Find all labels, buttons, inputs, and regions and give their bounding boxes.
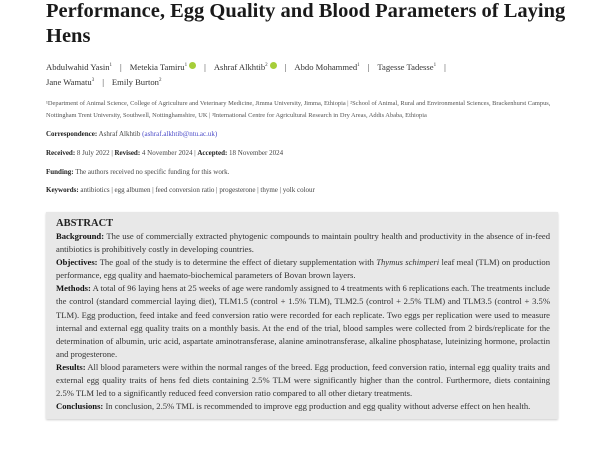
received-date: 8 July 2022 — [76, 149, 110, 157]
accepted-date: 18 November 2024 — [229, 149, 284, 157]
keywords-text: antibiotics | egg albumen | feed conversion ratio | progesterone | thyme | yolk colour — [80, 186, 315, 194]
abstract-box — [46, 212, 558, 419]
author-separator: | — [367, 61, 370, 72]
abstract-methods — [56, 282, 550, 361]
objectives-text: The goal of the study is to determine the effect of dietary supplementation with — [99, 257, 374, 268]
abstract-objectives — [56, 256, 550, 282]
orcid-icon[interactable] — [270, 62, 277, 69]
author-separator: | — [284, 61, 287, 72]
results-text: All blood parameters were within the normal ranges of the breed. Egg production, feed conversion ratio, internal egg quality traits and external egg quality traits of hens fed diets containing 2.5% TLM were significantly higher than the control. Furthermore, diets containing 2.5% TLM led to a significantly reduced feed conversion ratio compared to all other dietary treatments. — [56, 361, 550, 399]
revised-label: Revised: — [114, 149, 141, 157]
correspondence-name: Ashraf Alkhtib — [98, 130, 141, 138]
results-label: Results: — [56, 361, 86, 372]
methods-label: Methods: — [56, 283, 91, 294]
keywords-label: Keywords: — [46, 186, 79, 194]
correspondence — [46, 130, 217, 138]
objectives-text-cont: leaf meal (TLM) on production performance, egg quality and haemato-biochemical parameters of Bovan brown layers. — [56, 257, 550, 281]
author-separator: | — [204, 61, 206, 72]
author-affiliation-marker: 1 — [433, 63, 437, 68]
conclusions-text: In conclusion, 2.5% TML is recommended to improve egg production and egg quality without adverse effect on hen health. — [105, 401, 531, 412]
author[interactable]: Metekia Tamiru$^1$ — [130, 62, 196, 72]
keywords — [46, 186, 315, 194]
species-name: Thymus schimperi — [376, 257, 440, 268]
article-dates: Received: 8 July 2022 | Revised: 4 November 2024 | Accepted: 18 November 2024 — [46, 149, 284, 157]
correspondence-email-link[interactable]: (ashraf.alkhtib@ntu.ac.uk) — [142, 130, 218, 138]
author[interactable]: Abdulwahid Yasin$^1$ — [46, 61, 113, 72]
abstract-background — [56, 230, 550, 256]
accepted-label: Accepted: — [197, 149, 228, 157]
author-affiliation-marker: 2 — [158, 77, 162, 83]
funding — [46, 168, 229, 176]
author[interactable]: Ashraf Alkhtib$^2$ — [214, 62, 277, 72]
abstract-results — [56, 361, 550, 400]
correspondence-label: Correspondence: — [46, 130, 98, 138]
article-title — [46, 0, 566, 49]
author[interactable]: Tagesse Tadesse$^1$ — [377, 61, 437, 72]
author-separator: | — [102, 76, 104, 87]
author[interactable]: Emily Burton$^2$ — [111, 76, 162, 87]
author[interactable]: Abdo Mohammed$^1$ — [294, 61, 360, 72]
author-affiliation-marker: 3 — [91, 77, 95, 83]
methods-text: A total of 96 laying hens at 25 weeks of age were randomly assigned to 4 treatments with 6 replications each. The treatments include the control (standard commercial laying diet), TLM1.5 (control + 1.5% TLM), TLM2.5 (control + 2.5% TLM) and TLM3.5 (control + 3.5% TLM). Egg production, feed intake and feed conversion ratio were recorded for each replicate. Two eggs per replication were used to measure internal and external egg quality traits on a monthly basis. At the end of the trial, blood samples were collected from 2 birds/replicate for the determination of albumin, uric acid, aspartate aminotransferase, alanine aminotransferase, alkaline phosphatase, luteinizing hormone, prolactin and progesterone. — [56, 283, 550, 359]
author-affiliation-marker: 1 — [184, 63, 188, 68]
affiliations: ¹Department of Animal Science, College of Agriculture and Veterinary Medicine, Jimma University, Jimma, Ethiopia | ²School of Animal, Rural and Environmental Sciences, Brackenhurst Campus, Nottingham Trent University, Southwell, Nottinghamshire, UK | ³International Centre for Agricultural Research in Dry Areas, Addis Ababa, Ethiopia — [46, 100, 551, 119]
funding-label: Funding: — [46, 168, 74, 176]
author-affiliation-marker: 1 — [357, 63, 360, 68]
revised-date: 4 November 2024 — [141, 149, 193, 157]
abstract-conclusions — [56, 400, 550, 413]
abstract-heading: ABSTRACT — [56, 218, 114, 229]
conclusions-label: Conclusions: — [56, 401, 104, 412]
author-affiliation-marker: 2 — [265, 63, 268, 68]
orcid-icon[interactable] — [189, 62, 196, 69]
title-line: Hens — [46, 25, 91, 47]
author-affiliation-marker: 1 — [109, 63, 113, 68]
background-label: Background: — [56, 231, 105, 241]
author[interactable]: Jane Wamatu$^3$ — [46, 76, 95, 87]
funding-text: The authors received no specific funding for this work. — [75, 168, 230, 176]
author-list — [46, 59, 566, 89]
title-line: Performance, Egg Quality and Blood Parameters of Laying — [46, 0, 566, 22]
author-separator: | — [444, 61, 446, 72]
received-label: Received: — [46, 149, 76, 157]
objectives-label: Objectives: — [56, 257, 98, 268]
background-text: The use of commercially extracted phytogenic compounds to maintain poultry health and productivity in the absence of in-feed antibiotics is prohibitively costly in developing countries. — [56, 231, 550, 255]
author-separator: | — [120, 61, 122, 72]
